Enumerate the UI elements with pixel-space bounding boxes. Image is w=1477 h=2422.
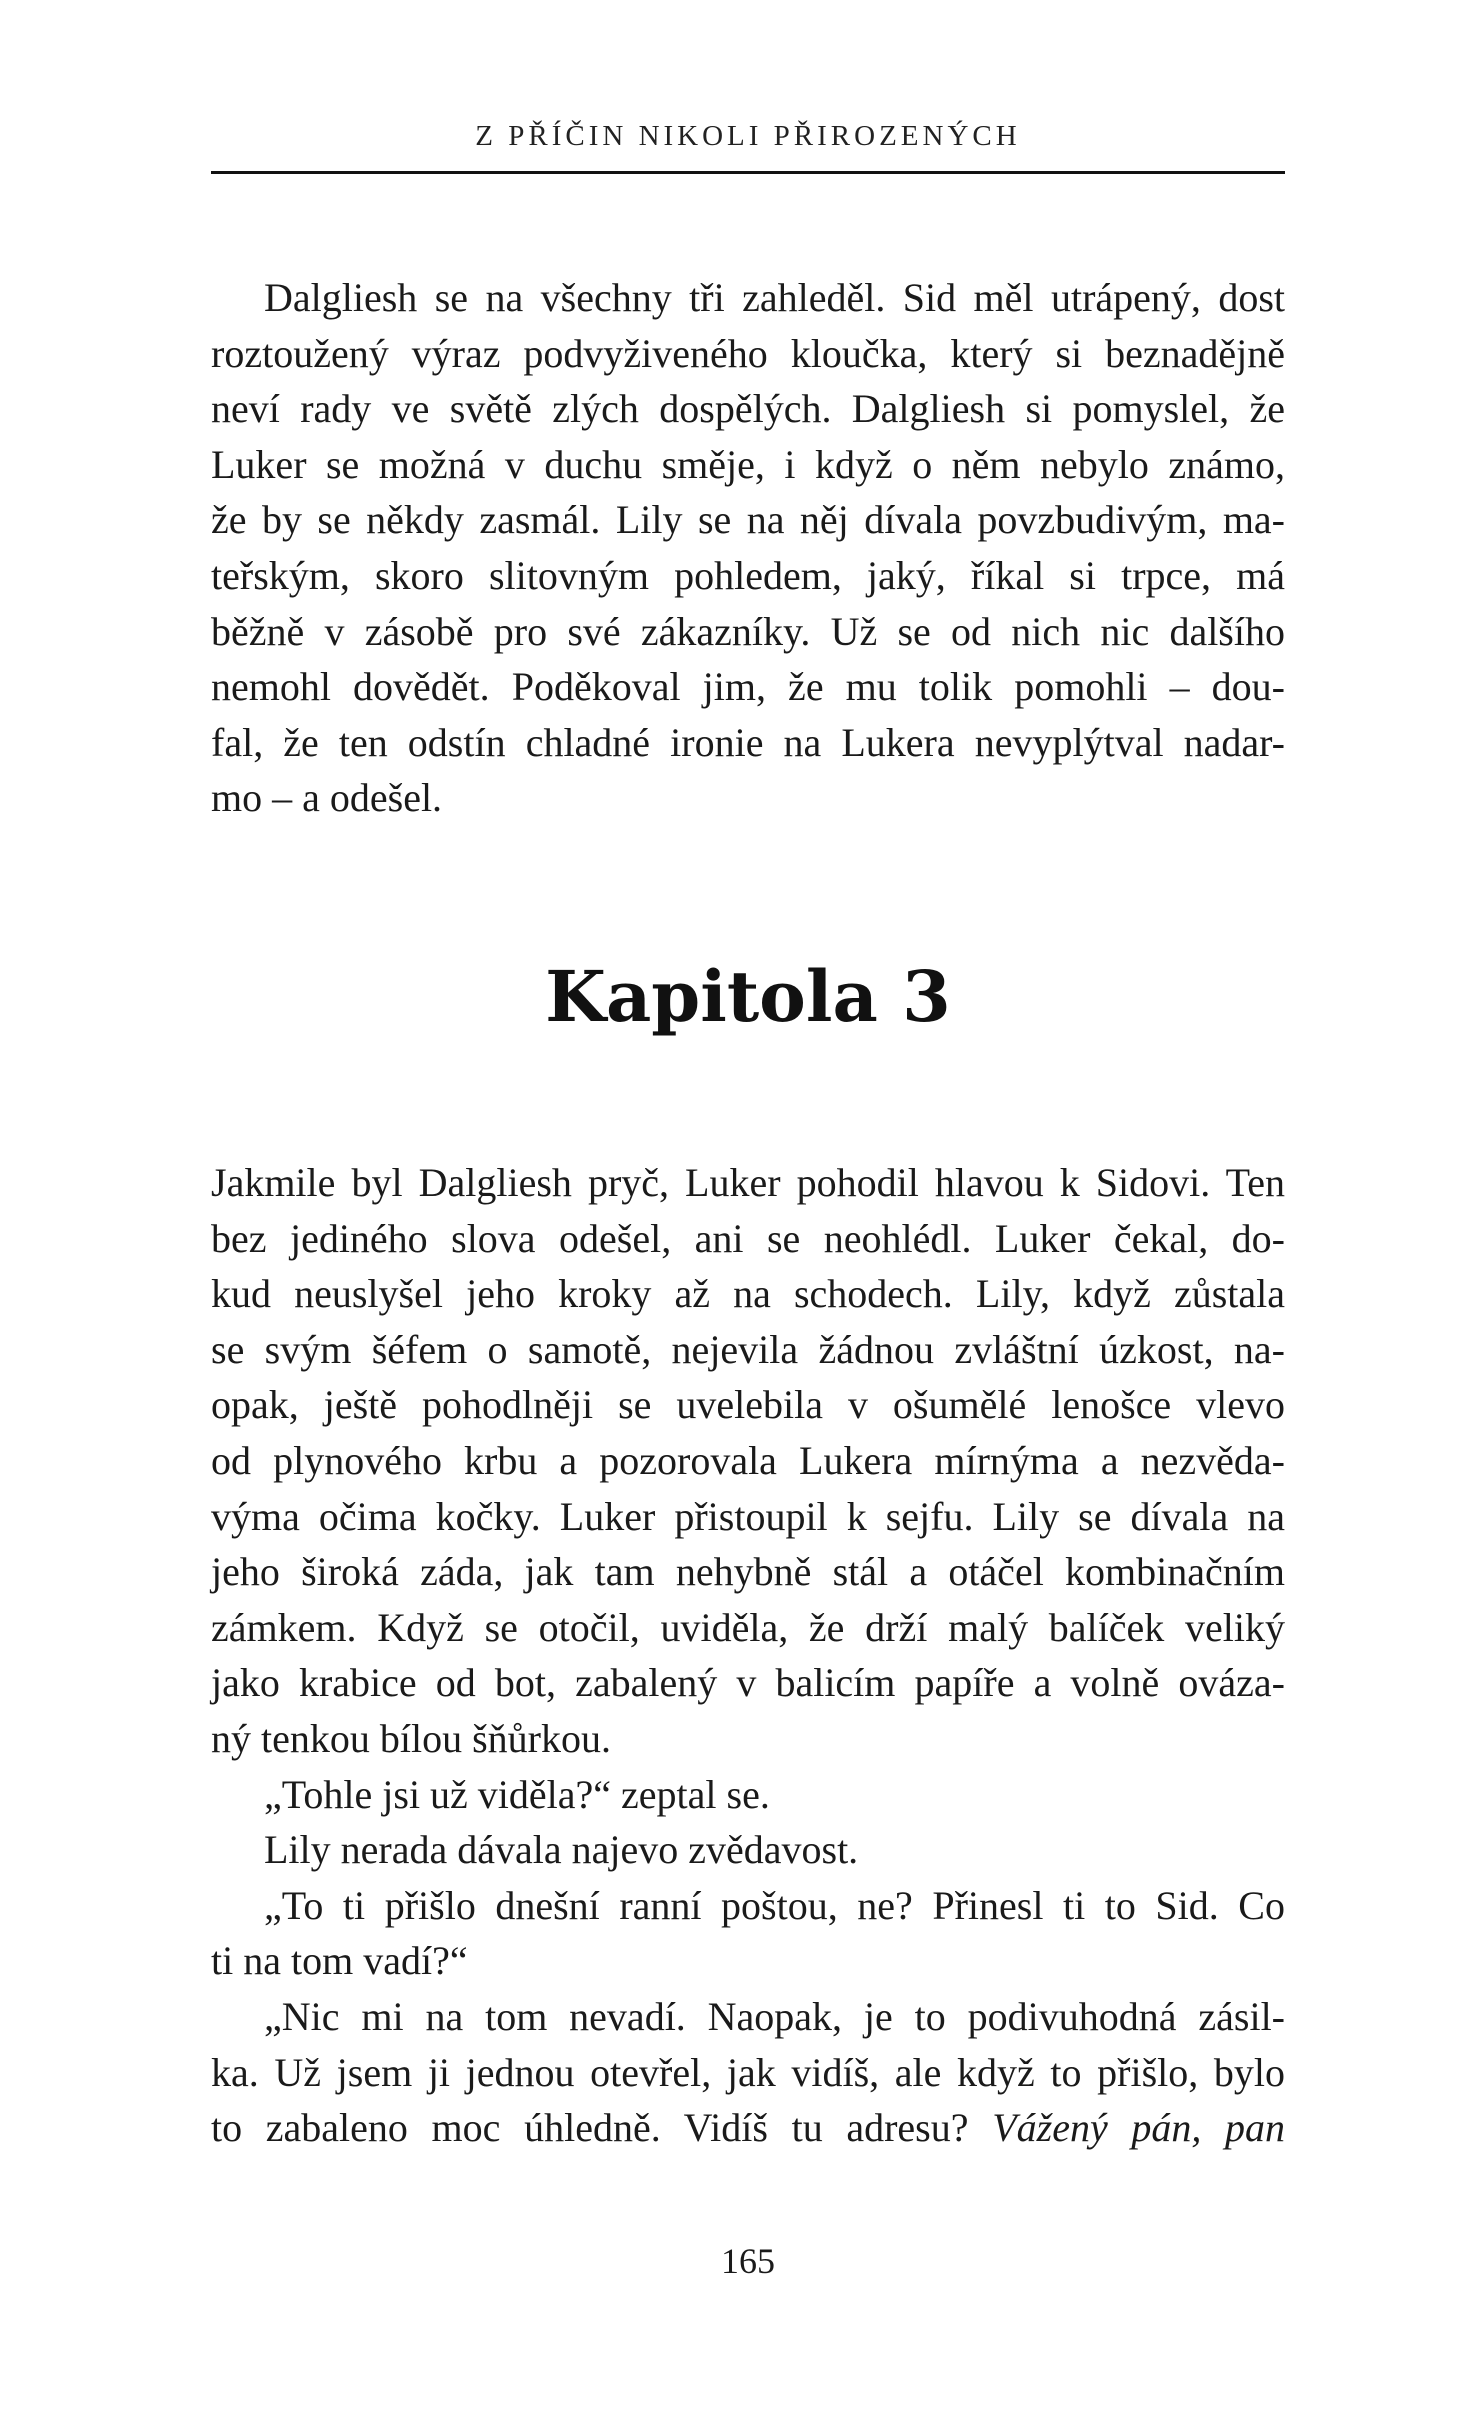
dialogue-line: „Tohle jsi už viděla?“ zeptal se.	[264, 1771, 770, 1817]
dialogue-line: „Nic mi na tom nevadí. Naopak, je to podivuhodná zásil-	[264, 1993, 1285, 2039]
text-line: roztoužený výraz podvyživeného kloučka, který si beznadějně	[211, 330, 1285, 376]
dialogue-line: ka. Už jsem ji jednou otevřel, jak vidíš, ale když to přišlo, bylo	[211, 2049, 1285, 2095]
text-fragment: to zabaleno moc úhledně. Vidíš tu adresu?	[211, 2105, 969, 2151]
dialogue-line-final	[211, 2100, 1285, 2156]
dialogue-line: „To ti přišlo dnešní ranní poštou, ne? Přinesl ti to Sid. Co	[264, 1882, 1285, 1928]
text-line: od plynového krbu a pozorovala Lukera mírnýma a nezvěda-	[211, 1437, 1285, 1483]
header-rule	[211, 171, 1285, 174]
text-line: zámkem. Když se otočil, uviděla, že drží malý balíček veliký	[211, 1604, 1285, 1650]
text-line: výma očima kočky. Luker přistoupil k sejfu. Lily se dívala na	[211, 1493, 1285, 1539]
chapter-title: Kapitola 3	[545, 955, 951, 1038]
page-number: 165	[721, 2241, 775, 2281]
text-line: běžně v zásobě pro své zákazníky. Už se od nich nic dalšího	[211, 608, 1285, 654]
text-line: mo – a odešel.	[211, 775, 443, 821]
text-line: Luker se možná v duchu směje, i když o něm nebylo známo,	[211, 441, 1285, 487]
paragraph-opening	[211, 270, 1285, 826]
text-line: se svým šéfem o samotě, nejevila žádnou zvláštní úzkost, na-	[211, 1326, 1285, 1372]
text-line: jako krabice od bot, zabalený v balicím papíře a volně ováza-	[211, 1660, 1285, 1706]
text-line: ný tenkou bílou šňůrkou.	[211, 1715, 611, 1761]
text-line: Lily nerada dávala najevo zvědavost.	[264, 1827, 859, 1873]
text-line: že by se někdy zasmál. Lily se na něj dívala povzbudivým, ma-	[211, 497, 1285, 543]
text-line: teřským, skoro slitovným pohledem, jaký, říkal si trpce, má	[211, 552, 1285, 598]
text-line: Jakmile byl Dalgliesh pryč, Luker pohodil hlavou k Sidovi. Ten	[211, 1160, 1285, 1205]
text-line: jeho široká záda, jak tam nehybně stál a otáčel kombinačním	[211, 1549, 1285, 1595]
text-line: kud neuslyšel jeho kroky až na schodech. Lily, když zůstala	[211, 1271, 1285, 1317]
text-line: bez jediného slova odešel, ani se neohlédl. Luker čekal, do-	[211, 1215, 1285, 1261]
italic-address: Vážený pán, pan	[992, 2105, 1286, 2151]
text-line: nemohl dovědět. Poděkoval jim, že mu tolik pomohli – dou-	[211, 664, 1285, 710]
text-line: opak, ještě pohodlněji se uvelebila v ošumělé lenošce vlevo	[211, 1382, 1285, 1428]
running-head: Z PŘÍČIN NIKOLI PŘIROZENÝCH	[475, 120, 1021, 152]
text-line: neví rady ve světě zlých dospělých. Dalgliesh si pomyslel, že	[211, 386, 1285, 432]
text-line: fal, že ten odstín chladné ironie na Lukera nevyplýtval nadar-	[211, 719, 1285, 765]
chapter-body	[211, 1155, 1285, 2156]
dialogue-line: ti na tom vadí?“	[211, 1938, 468, 1984]
text-line: Dalgliesh se na všechny tři zahleděl. Sid měl utrápený, dost	[264, 275, 1285, 320]
